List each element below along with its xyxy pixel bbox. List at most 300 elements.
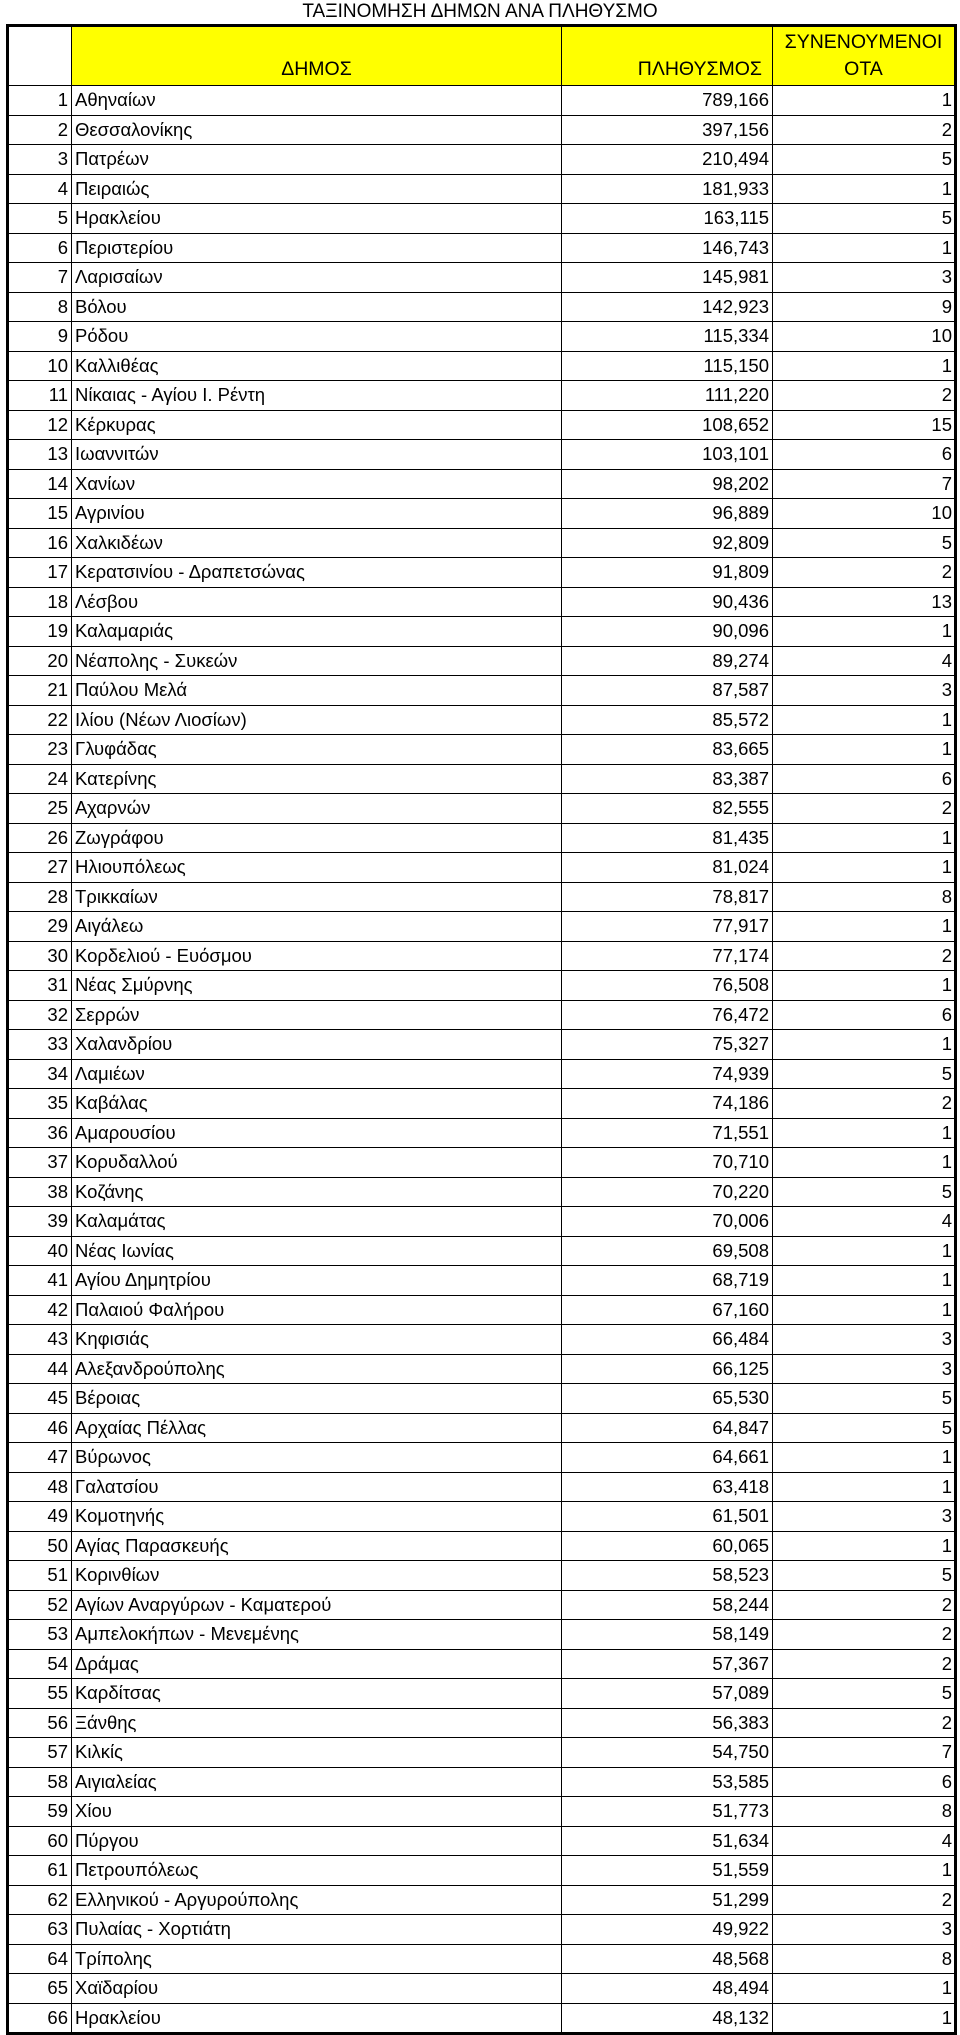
table-row xyxy=(8,174,956,204)
population-cell: 58,523 xyxy=(562,1561,773,1591)
rank-cell: 63 xyxy=(8,1915,72,1945)
population-cell: 92,809 xyxy=(562,528,773,558)
population-cell: 98,202 xyxy=(562,469,773,499)
table-row xyxy=(8,263,956,293)
population-cell: 82,555 xyxy=(562,794,773,824)
merged-ota-cell: 2 xyxy=(773,1885,956,1915)
municipality-cell: Βέροιας xyxy=(72,1384,562,1414)
rank-cell: 18 xyxy=(8,587,72,617)
municipality-cell: Κορδελιού - Ευόσμου xyxy=(72,941,562,971)
population-cell: 64,661 xyxy=(562,1443,773,1473)
rank-cell: 17 xyxy=(8,558,72,588)
table-row xyxy=(8,204,956,234)
municipality-cell: Βύρωνος xyxy=(72,1443,562,1473)
table-row xyxy=(8,86,956,116)
merged-ota-cell: 1 xyxy=(773,233,956,263)
merged-ota-cell: 1 xyxy=(773,823,956,853)
rank-cell: 15 xyxy=(8,499,72,529)
municipality-cell: Κορινθίων xyxy=(72,1561,562,1591)
population-cell: 77,917 xyxy=(562,912,773,942)
table-row xyxy=(8,351,956,381)
rank-cell: 56 xyxy=(8,1708,72,1738)
table-row xyxy=(8,912,956,942)
rank-cell: 25 xyxy=(8,794,72,824)
municipality-cell: Χίου xyxy=(72,1797,562,1827)
table-header xyxy=(8,26,956,86)
merged-ota-cell: 4 xyxy=(773,1207,956,1237)
municipality-cell: Κηφισιάς xyxy=(72,1325,562,1355)
merged-ota-cell: 8 xyxy=(773,1797,956,1827)
municipality-cell: Αγίας Παρασκευής xyxy=(72,1531,562,1561)
population-cell: 181,933 xyxy=(562,174,773,204)
municipality-cell: Κιλκίς xyxy=(72,1738,562,1768)
population-cell: 146,743 xyxy=(562,233,773,263)
merged-ota-cell: 2 xyxy=(773,1620,956,1650)
rank-cell: 49 xyxy=(8,1502,72,1532)
merged-ota-cell: 6 xyxy=(773,1000,956,1030)
population-cell: 142,923 xyxy=(562,292,773,322)
population-cell: 48,568 xyxy=(562,1944,773,1974)
table-row xyxy=(8,1797,956,1827)
population-cell: 103,101 xyxy=(562,440,773,470)
municipality-cell: Γαλατσίου xyxy=(72,1472,562,1502)
rank-cell: 10 xyxy=(8,351,72,381)
rank-cell: 28 xyxy=(8,882,72,912)
merged-ota-cell: 5 xyxy=(773,528,956,558)
population-cell: 76,472 xyxy=(562,1000,773,1030)
table-row xyxy=(8,1118,956,1148)
rank-cell: 52 xyxy=(8,1590,72,1620)
municipality-cell: Αμαρουσίου xyxy=(72,1118,562,1148)
table-row xyxy=(8,1354,956,1384)
merged-ota-cell: 5 xyxy=(773,1177,956,1207)
table-row xyxy=(8,1148,956,1178)
municipality-cell: Γλυφάδας xyxy=(72,735,562,765)
population-cell: 51,773 xyxy=(562,1797,773,1827)
rank-cell: 37 xyxy=(8,1148,72,1178)
municipality-cell: Χαϊδαρίου xyxy=(72,1974,562,2004)
table-row xyxy=(8,1738,956,1768)
table-row xyxy=(8,853,956,883)
merged-ota-cell: 3 xyxy=(773,1502,956,1532)
table-body xyxy=(8,86,956,2034)
table-row xyxy=(8,1413,956,1443)
population-cell: 91,809 xyxy=(562,558,773,588)
merged-ota-cell: 13 xyxy=(773,587,956,617)
merged-ota-cell: 1 xyxy=(773,1531,956,1561)
merged-ota-cell: 1 xyxy=(773,1295,956,1325)
merged-ota-cell: 1 xyxy=(773,617,956,647)
population-cell: 85,572 xyxy=(562,705,773,735)
rank-cell: 43 xyxy=(8,1325,72,1355)
table-row xyxy=(8,499,956,529)
table-row xyxy=(8,764,956,794)
merged-ota-cell: 1 xyxy=(773,1856,956,1886)
page-title: ΤΑΞΙΝΟΜΗΣΗ ΔΗΜΩΝ ΑΝΑ ΠΛΗΘΥΣΜΟ xyxy=(302,1,658,22)
table-row xyxy=(8,1944,956,1974)
merged-ota-cell: 1 xyxy=(773,912,956,942)
population-cell: 76,508 xyxy=(562,971,773,1001)
population-cell: 81,024 xyxy=(562,853,773,883)
table-row xyxy=(8,794,956,824)
header-population: ΠΛΗΘΥΣΜΟΣ xyxy=(562,26,773,86)
rank-cell: 41 xyxy=(8,1266,72,1296)
population-cell: 65,530 xyxy=(562,1384,773,1414)
merged-ota-cell: 2 xyxy=(773,558,956,588)
merged-ota-cell: 2 xyxy=(773,941,956,971)
merged-ota-cell: 7 xyxy=(773,1738,956,1768)
merged-ota-cell: 2 xyxy=(773,1590,956,1620)
merged-ota-cell: 8 xyxy=(773,882,956,912)
population-cell: 74,939 xyxy=(562,1059,773,1089)
rank-cell: 2 xyxy=(8,115,72,145)
rank-cell: 31 xyxy=(8,971,72,1001)
rank-cell: 13 xyxy=(8,440,72,470)
population-cell: 58,244 xyxy=(562,1590,773,1620)
population-cell: 71,551 xyxy=(562,1118,773,1148)
merged-ota-cell: 2 xyxy=(773,794,956,824)
table-row xyxy=(8,823,956,853)
table-row xyxy=(8,558,956,588)
table-row xyxy=(8,941,956,971)
municipality-cell: Αρχαίας Πέλλας xyxy=(72,1413,562,1443)
table-row xyxy=(8,410,956,440)
merged-ota-cell: 5 xyxy=(773,1413,956,1443)
table-row xyxy=(8,1443,956,1473)
municipality-cell: Αχαρνών xyxy=(72,794,562,824)
merged-ota-cell: 7 xyxy=(773,469,956,499)
population-cell: 210,494 xyxy=(562,145,773,175)
merged-ota-cell: 1 xyxy=(773,86,956,116)
population-cell: 87,587 xyxy=(562,676,773,706)
population-cell: 60,065 xyxy=(562,1531,773,1561)
merged-ota-cell: 1 xyxy=(773,2003,956,2034)
rank-cell: 26 xyxy=(8,823,72,853)
municipality-cell: Αγίων Αναργύρων - Καματερού xyxy=(72,1590,562,1620)
municipality-cell: Νέαπολης - Συκεών xyxy=(72,646,562,676)
rank-cell: 27 xyxy=(8,853,72,883)
merged-ota-cell: 1 xyxy=(773,853,956,883)
population-cell: 63,418 xyxy=(562,1472,773,1502)
table-row xyxy=(8,1472,956,1502)
municipalities-table xyxy=(6,24,957,2035)
header-rank-cell xyxy=(8,26,72,86)
rank-cell: 36 xyxy=(8,1118,72,1148)
population-cell: 78,817 xyxy=(562,882,773,912)
population-cell: 48,132 xyxy=(562,2003,773,2034)
merged-ota-cell: 3 xyxy=(773,676,956,706)
table-row xyxy=(8,1089,956,1119)
table-row xyxy=(8,705,956,735)
table-row xyxy=(8,233,956,263)
header-municipality: ΔΗΜΟΣ xyxy=(72,26,562,86)
table-row xyxy=(8,971,956,1001)
rank-cell: 7 xyxy=(8,263,72,293)
population-cell: 397,156 xyxy=(562,115,773,145)
population-cell: 64,847 xyxy=(562,1413,773,1443)
municipality-cell: Νέας Ιωνίας xyxy=(72,1236,562,1266)
population-cell: 70,006 xyxy=(562,1207,773,1237)
rank-cell: 32 xyxy=(8,1000,72,1030)
municipality-cell: Χαλκιδέων xyxy=(72,528,562,558)
table-row xyxy=(8,1590,956,1620)
population-cell: 57,367 xyxy=(562,1649,773,1679)
municipality-cell: Τρίπολης xyxy=(72,1944,562,1974)
rank-cell: 21 xyxy=(8,676,72,706)
municipality-cell: Ιωαννιτών xyxy=(72,440,562,470)
municipality-cell: Αγρινίου xyxy=(72,499,562,529)
population-cell: 145,981 xyxy=(562,263,773,293)
population-cell: 75,327 xyxy=(562,1030,773,1060)
table-row xyxy=(8,1177,956,1207)
rank-cell: 8 xyxy=(8,292,72,322)
population-cell: 81,435 xyxy=(562,823,773,853)
municipality-cell: Τρικκαίων xyxy=(72,882,562,912)
merged-ota-cell: 3 xyxy=(773,1325,956,1355)
rank-cell: 62 xyxy=(8,1885,72,1915)
municipality-cell: Ηλιουπόλεως xyxy=(72,853,562,883)
municipality-cell: Πετρουπόλεως xyxy=(72,1856,562,1886)
municipality-cell: Ελληνικού - Αργυρούπολης xyxy=(72,1885,562,1915)
population-cell: 83,387 xyxy=(562,764,773,794)
municipality-cell: Λαρισαίων xyxy=(72,263,562,293)
table-row xyxy=(8,381,956,411)
header-merged-ota: ΣΥΝΕΝΟΥΜΕΝΟΙ ΟΤΑ xyxy=(773,26,956,86)
rank-cell: 40 xyxy=(8,1236,72,1266)
table-row xyxy=(8,1826,956,1856)
population-cell: 61,501 xyxy=(562,1502,773,1532)
rank-cell: 5 xyxy=(8,204,72,234)
rank-cell: 33 xyxy=(8,1030,72,1060)
header-row xyxy=(8,26,956,86)
merged-ota-cell: 8 xyxy=(773,1944,956,1974)
merged-ota-cell: 6 xyxy=(773,1767,956,1797)
table-row xyxy=(8,322,956,352)
municipality-cell: Αγίου Δημητρίου xyxy=(72,1266,562,1296)
population-cell: 51,299 xyxy=(562,1885,773,1915)
population-cell: 789,166 xyxy=(562,86,773,116)
rank-cell: 58 xyxy=(8,1767,72,1797)
table-row xyxy=(8,646,956,676)
population-cell: 67,160 xyxy=(562,1295,773,1325)
population-cell: 56,383 xyxy=(562,1708,773,1738)
population-cell: 68,719 xyxy=(562,1266,773,1296)
table-row xyxy=(8,1325,956,1355)
table-row xyxy=(8,1059,956,1089)
rank-cell: 55 xyxy=(8,1679,72,1709)
table-row xyxy=(8,528,956,558)
table-row xyxy=(8,145,956,175)
table-row xyxy=(8,1295,956,1325)
merged-ota-cell: 15 xyxy=(773,410,956,440)
population-cell: 66,484 xyxy=(562,1325,773,1355)
population-cell: 163,115 xyxy=(562,204,773,234)
population-cell: 96,889 xyxy=(562,499,773,529)
merged-ota-cell: 6 xyxy=(773,440,956,470)
municipality-cell: Κατερίνης xyxy=(72,764,562,794)
municipality-cell: Νέας Σμύρνης xyxy=(72,971,562,1001)
rank-cell: 59 xyxy=(8,1797,72,1827)
table-row xyxy=(8,292,956,322)
merged-ota-cell: 2 xyxy=(773,1649,956,1679)
table-row xyxy=(8,1679,956,1709)
table-row xyxy=(8,1649,956,1679)
merged-ota-cell: 9 xyxy=(773,292,956,322)
rank-cell: 57 xyxy=(8,1738,72,1768)
rank-cell: 51 xyxy=(8,1561,72,1591)
population-cell: 49,922 xyxy=(562,1915,773,1945)
merged-ota-cell: 1 xyxy=(773,705,956,735)
table-row xyxy=(8,676,956,706)
table-row xyxy=(8,1384,956,1414)
table-row xyxy=(8,1207,956,1237)
table-row xyxy=(8,1856,956,1886)
population-cell: 115,334 xyxy=(562,322,773,352)
municipality-cell: Ζωγράφου xyxy=(72,823,562,853)
rank-cell: 9 xyxy=(8,322,72,352)
merged-ota-cell: 5 xyxy=(773,204,956,234)
table-row xyxy=(8,1531,956,1561)
merged-ota-cell: 2 xyxy=(773,1708,956,1738)
rank-cell: 50 xyxy=(8,1531,72,1561)
rank-cell: 34 xyxy=(8,1059,72,1089)
municipality-cell: Λαμιέων xyxy=(72,1059,562,1089)
rank-cell: 60 xyxy=(8,1826,72,1856)
population-cell: 53,585 xyxy=(562,1767,773,1797)
table-row xyxy=(8,1000,956,1030)
rank-cell: 19 xyxy=(8,617,72,647)
municipality-cell: Σερρών xyxy=(72,1000,562,1030)
population-cell: 58,149 xyxy=(562,1620,773,1650)
rank-cell: 23 xyxy=(8,735,72,765)
municipality-cell: Παλαιού Φαλήρου xyxy=(72,1295,562,1325)
population-cell: 70,710 xyxy=(562,1148,773,1178)
municipality-cell: Καρδίτσας xyxy=(72,1679,562,1709)
population-cell: 48,494 xyxy=(562,1974,773,2004)
merged-ota-cell: 1 xyxy=(773,1974,956,2004)
table-row xyxy=(8,882,956,912)
municipality-cell: Καλλιθέας xyxy=(72,351,562,381)
merged-ota-cell: 5 xyxy=(773,1384,956,1414)
merged-ota-cell: 3 xyxy=(773,1915,956,1945)
table-row xyxy=(8,735,956,765)
table-row xyxy=(8,1708,956,1738)
table-row xyxy=(8,1885,956,1915)
rank-cell: 14 xyxy=(8,469,72,499)
municipality-cell: Περιστερίου xyxy=(72,233,562,263)
merged-ota-cell: 10 xyxy=(773,499,956,529)
merged-ota-cell: 5 xyxy=(773,1059,956,1089)
rank-cell: 42 xyxy=(8,1295,72,1325)
merged-ota-cell: 4 xyxy=(773,1826,956,1856)
rank-cell: 11 xyxy=(8,381,72,411)
population-cell: 90,436 xyxy=(562,587,773,617)
population-cell: 115,150 xyxy=(562,351,773,381)
municipality-cell: Χανίων xyxy=(72,469,562,499)
municipality-cell: Ιλίου (Νέων Λιοσίων) xyxy=(72,705,562,735)
table-row xyxy=(8,115,956,145)
rank-cell: 6 xyxy=(8,233,72,263)
municipality-cell: Χαλανδρίου xyxy=(72,1030,562,1060)
municipality-cell: Λέσβου xyxy=(72,587,562,617)
rank-cell: 12 xyxy=(8,410,72,440)
merged-ota-cell: 5 xyxy=(773,145,956,175)
rank-cell: 64 xyxy=(8,1944,72,1974)
merged-ota-cell: 1 xyxy=(773,735,956,765)
merged-ota-cell: 1 xyxy=(773,1472,956,1502)
rank-cell: 22 xyxy=(8,705,72,735)
rank-cell: 48 xyxy=(8,1472,72,1502)
rank-cell: 53 xyxy=(8,1620,72,1650)
table-row xyxy=(8,1266,956,1296)
merged-ota-cell: 3 xyxy=(773,1354,956,1384)
municipality-cell: Πειραιώς xyxy=(72,174,562,204)
population-cell: 57,089 xyxy=(562,1679,773,1709)
table-row xyxy=(8,617,956,647)
rank-cell: 24 xyxy=(8,764,72,794)
table-row xyxy=(8,1974,956,2004)
population-cell: 77,174 xyxy=(562,941,773,971)
municipality-cell: Κορυδαλλού xyxy=(72,1148,562,1178)
municipality-cell: Νίκαιας - Αγίου Ι. Ρέντη xyxy=(72,381,562,411)
population-cell: 89,274 xyxy=(562,646,773,676)
merged-ota-cell: 3 xyxy=(773,263,956,293)
population-cell: 54,750 xyxy=(562,1738,773,1768)
rank-cell: 54 xyxy=(8,1649,72,1679)
table-row xyxy=(8,1561,956,1591)
table-row xyxy=(8,2003,956,2034)
population-cell: 51,634 xyxy=(562,1826,773,1856)
rank-cell: 45 xyxy=(8,1384,72,1414)
municipality-cell: Καλαμαριάς xyxy=(72,617,562,647)
municipality-cell: Κομοτηνής xyxy=(72,1502,562,1532)
merged-ota-cell: 1 xyxy=(773,351,956,381)
table-row xyxy=(8,469,956,499)
municipality-cell: Αιγάλεω xyxy=(72,912,562,942)
merged-ota-cell: 2 xyxy=(773,381,956,411)
table-row xyxy=(8,1236,956,1266)
municipality-cell: Αλεξανδρούπολης xyxy=(72,1354,562,1384)
merged-ota-cell: 5 xyxy=(773,1679,956,1709)
municipality-cell: Αμπελοκήπων - Μενεμένης xyxy=(72,1620,562,1650)
rank-cell: 30 xyxy=(8,941,72,971)
municipality-cell: Ηρακλείου xyxy=(72,204,562,234)
table-row xyxy=(8,1502,956,1532)
municipality-cell: Πατρέων xyxy=(72,145,562,175)
table-row xyxy=(8,440,956,470)
population-cell: 74,186 xyxy=(562,1089,773,1119)
table-row xyxy=(8,587,956,617)
table-row xyxy=(8,1915,956,1945)
municipality-cell: Κοζάνης xyxy=(72,1177,562,1207)
population-cell: 83,665 xyxy=(562,735,773,765)
merged-ota-cell: 10 xyxy=(773,322,956,352)
municipality-cell: Ρόδου xyxy=(72,322,562,352)
municipality-cell: Ηρακλείου xyxy=(72,2003,562,2034)
municipality-cell: Κερατσινίου - Δραπετσώνας xyxy=(72,558,562,588)
rank-cell: 66 xyxy=(8,2003,72,2034)
merged-ota-cell: 2 xyxy=(773,1089,956,1119)
population-cell: 69,508 xyxy=(562,1236,773,1266)
rank-cell: 35 xyxy=(8,1089,72,1119)
municipality-cell: Αιγιαλείας xyxy=(72,1767,562,1797)
rank-cell: 20 xyxy=(8,646,72,676)
municipality-cell: Κέρκυρας xyxy=(72,410,562,440)
municipality-cell: Καλαμάτας xyxy=(72,1207,562,1237)
rank-cell: 4 xyxy=(8,174,72,204)
merged-ota-cell: 1 xyxy=(773,1266,956,1296)
municipality-cell: Πυλαίας - Χορτιάτη xyxy=(72,1915,562,1945)
